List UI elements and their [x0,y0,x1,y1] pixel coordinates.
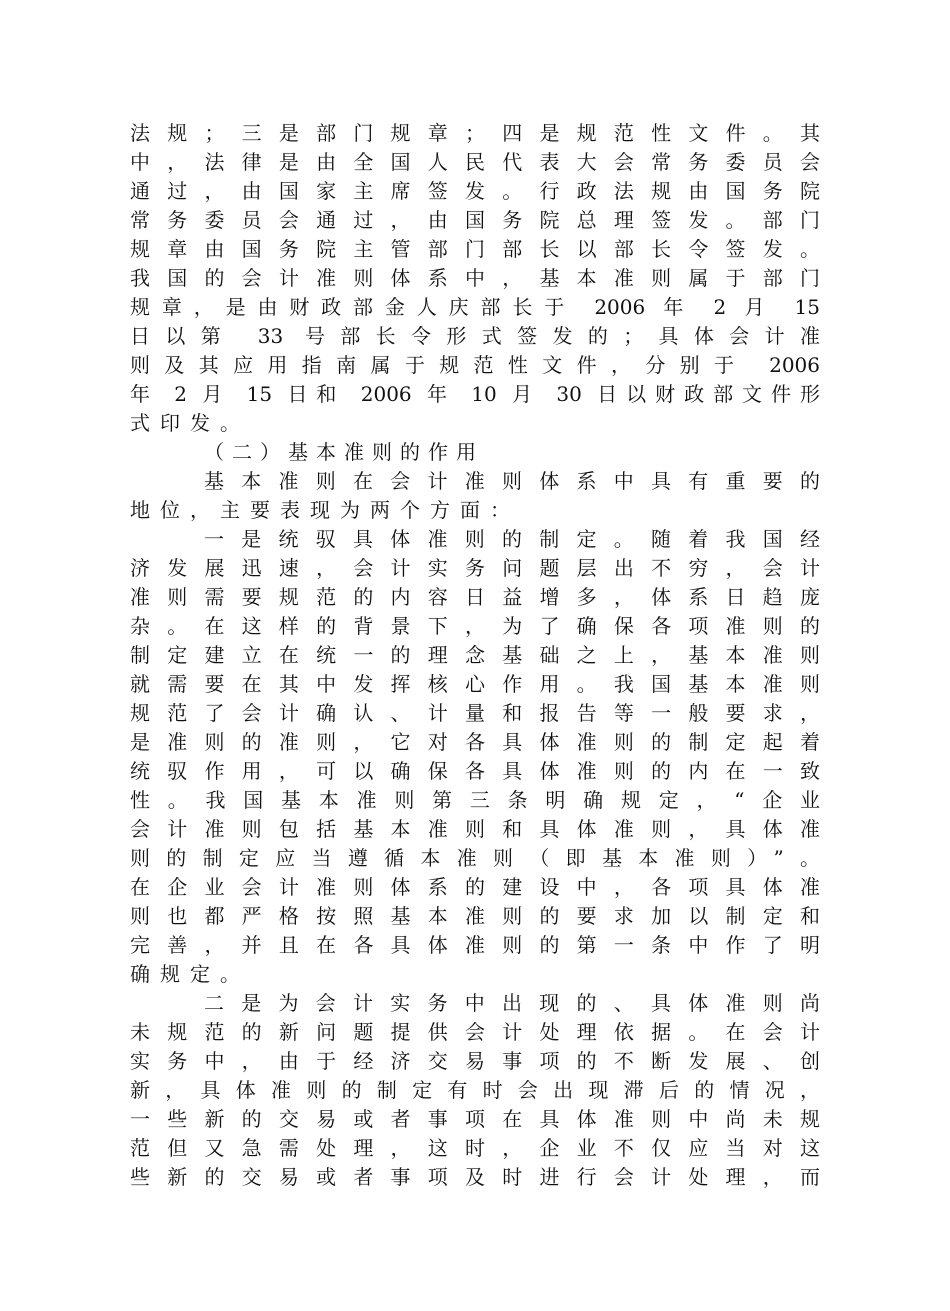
text-line: 中，法律是由全国人民代表大会常务委员会 [130,150,820,174]
section-heading: （二）基本准则的作用 [204,440,484,464]
text-line: 性。我国基本准则第三条明确规定，“企业 [130,788,820,812]
text-line: 年 2 月 15 日和 2006 年 10 月 30 日以财政部文件形 [130,382,820,406]
text-line: 准则需要规范的内容日益增多，体系日趋庞 [130,585,820,609]
text-line: 一些新的交易或者事项在具体准则中尚未规 [130,1107,820,1131]
text-line: 新，具体准则的制定有时会出现滞后的情况， [130,1078,820,1102]
paragraph-first-line: 基本准则在会计准则体系中具有重要的 [204,469,820,493]
text-line: 制定建立在统一的理念基础之上，基本准则 [130,643,820,667]
text-line: 范但又急需处理，这时，企业不仅应当对这 [130,1136,820,1160]
text-line: 会计准则包括基本准则和具体准则，具体准 [130,817,820,841]
text-line: 则也都严格按照基本准则的要求加以制定和 [130,904,820,928]
text-line: 确规定。 [130,962,250,986]
text-line: 则的制定应当遵循本准则（即基本准则）”。 [130,846,820,870]
text-line: 济发展迅速，会计实务问题层出不穷，会计 [130,556,820,580]
text-line: 杂。在这样的背景下，为了确保各项准则的 [130,614,820,638]
text-line: 统驭作用，可以确保各具体准则的内在一致 [130,759,820,783]
text-line: 是准则的准则，它对各具体准则的制定起着 [130,730,820,754]
text-line: 则及其应用指南属于规范性文件，分别于 2006 [130,353,820,377]
text-line: 实务中，由于经济交易事项的不断发展、创 [130,1049,820,1073]
text-line: 我国的会计准则体系中，基本准则属于部门 [130,266,820,290]
text-line: 未规范的新问题提供会计处理依据。在会计 [130,1020,820,1044]
text-line: 规章由国务院主管部门部长以部长令签发。 [130,237,820,261]
text-line: 式印发。 [130,411,250,435]
text-line: 通过，由国家主席签发。行政法规由国务院 [130,179,820,203]
text-line: 些新的交易或者事项及时进行会计处理，而 [130,1165,820,1189]
text-line: 完善，并且在各具体准则的第一条中作了明 [130,933,820,957]
text-line: 规范了会计确认、计量和报告等一般要求， [130,701,820,725]
text-line: 日以第 33 号部长令形式签发的；具体会计准 [130,324,820,348]
text-line: 规章，是由财政部金人庆部长于 2006 年 2 月 15 [130,295,820,319]
text-line: 常务委员会通过，由国务院总理签发。部门 [130,208,820,232]
text-line: 在企业会计准则体系的建设中，各项具体准 [130,875,820,899]
text-line: 就需要在其中发挥核心作用。我国基本准则 [130,672,820,696]
text-line: 地位，主要表现为两个方面： [130,498,520,522]
text-line: 法规；三是部门规章；四是规范性文件。其 [130,121,820,145]
paragraph-first-line: 二是为会计实务中出现的、具体准则尚 [204,991,820,1015]
body-text [130,119,820,1192]
paragraph-first-line: 一是统驭具体准则的制定。随着我国经 [204,527,820,551]
